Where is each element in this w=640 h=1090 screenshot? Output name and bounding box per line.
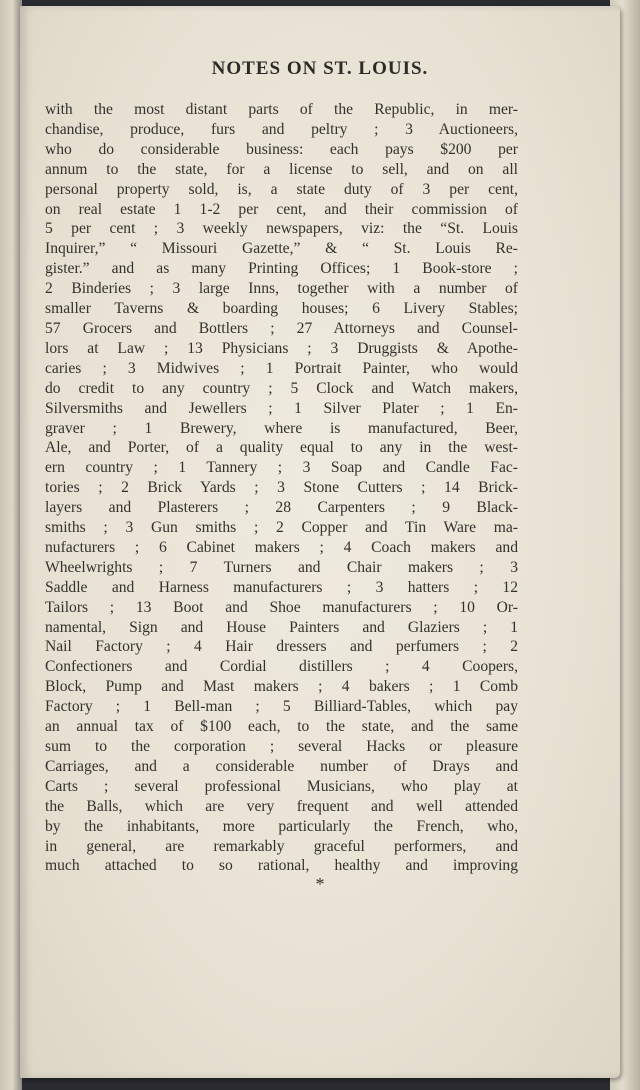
text-line: Confectioners and Cordial distillers ; 4 Coopers, (45, 658, 518, 676)
text-line: nufacturers ; 6 Cabinet makers ; 4 Coach makers and (45, 538, 518, 556)
text-line: 57 Grocers and Bottlers ; 27 Attorneys and Counsel- (45, 319, 518, 337)
text-line: gister.” and as many Printing Offices; 1 Book-store ; (45, 260, 518, 278)
text-line: caries ; 3 Midwives ; 1 Portrait Painter, who would (45, 359, 518, 377)
text-line: Nail Factory ; 4 Hair dressers and perfumers ; 2 (45, 638, 518, 656)
text-line: in general, are remarkably graceful performers, and (45, 837, 518, 855)
running-header: NOTES ON ST. LOUIS. (211, 58, 429, 79)
text-line: sum to the corporation ; several Hacks or pleasure (45, 738, 518, 755)
text-line: Tailors ; 13 Boot and Shoe manufacturers ; 10 Or- (45, 598, 518, 616)
text-line: Wheelwrights ; 7 Turners and Chair makers ; 3 (45, 558, 518, 576)
text-line: much attached to so rational, healthy and improving (45, 857, 518, 875)
text-line: by the inhabitants, more particularly the French, who, (45, 817, 518, 835)
body-text (45, 100, 518, 876)
text-line: ern country ; 1 Tannery ; 3 Soap and Candle Fac- (45, 459, 518, 477)
text-line: tories ; 2 Brick Yards ; 3 Stone Cutters ; 14 Brick- (45, 479, 518, 497)
text-line: Ale, and Porter, of a quality equal to any in the west- (45, 439, 518, 457)
book-gutter-edge (0, 0, 22, 1090)
text-line: graver ; 1 Brewery, where is manufactured, Beer, (45, 419, 518, 437)
text-line: an annual tax of $100 each, to the state, and the same (45, 718, 518, 736)
text-line: chandise, produce, furs and peltry ; 3 Auctioneers, (45, 120, 518, 138)
text-line: layers and Plasterers ; 28 Carpenters ; 9 Black- (45, 499, 518, 517)
text-line: Inquirer,” “ Missouri Gazette,” & “ St. Louis Re- (45, 240, 518, 258)
text-line: Carts ; several professional Musicians, who play at (45, 777, 518, 795)
text-line: do credit to any country ; 5 Clock and Watch makers, (45, 379, 518, 397)
text-line: smiths ; 3 Gun smiths ; 2 Copper and Tin Ware ma- (45, 519, 518, 537)
footer-ornament: * (315, 874, 325, 894)
text-line: Silversmiths and Jewellers ; 1 Silver Plater ; 1 En- (45, 399, 518, 417)
text-line: namental, Sign and House Painters and Glaziers ; 1 (45, 618, 518, 636)
text-line: 2 Binderies ; 3 large Inns, together with a number of (45, 280, 518, 298)
text-line: Block, Pump and Mast makers ; 4 bakers ; 1 Comb (45, 678, 518, 696)
text-line: the Balls, which are very frequent and well attended (45, 797, 518, 815)
text-line: lors at Law ; 13 Physicians ; 3 Druggists & Apothe- (45, 339, 518, 357)
text-line: annum to the state, for a license to sell, and on all (45, 160, 518, 178)
text-line: 5 per cent ; 3 weekly newspapers, viz: the “St. Louis (45, 220, 518, 238)
text-line: Carriages, and a considerable number of Drays and (45, 757, 518, 775)
text-line: smaller Taverns & boarding houses; 6 Livery Stables; (45, 300, 518, 318)
text-line: Factory ; 1 Bell-man ; 5 Billiard-Tables, which pay (45, 698, 518, 716)
text-line: on real estate 1 1-2 per cent, and their commission of (45, 200, 518, 218)
text-line: with the most distant parts of the Republic, in mer- (45, 101, 518, 118)
book-page (20, 6, 620, 1078)
text-line: who do considerable business: each pays $200 per (45, 140, 518, 158)
text-line: Saddle and Harness manufacturers ; 3 hatters ; 12 (45, 578, 518, 596)
text-line: personal property sold, is, a state duty of 3 per cent, (45, 180, 518, 198)
